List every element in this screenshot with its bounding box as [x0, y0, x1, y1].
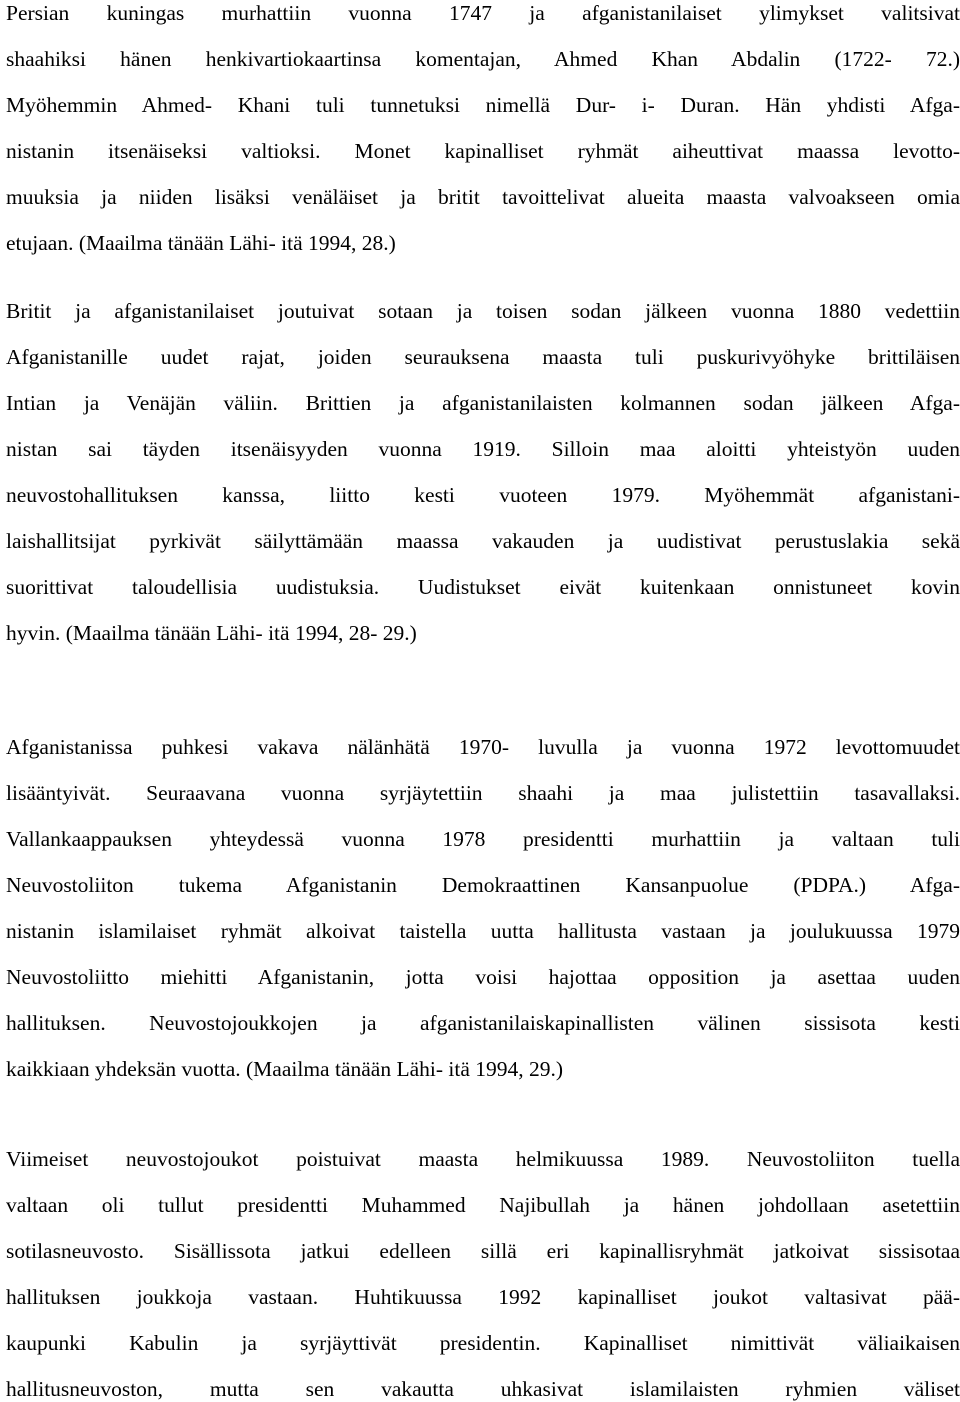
text-line: Viimeiset neuvostojoukot poistuivat maasta helmikuussa 1989. Neuvostoliiton tuella	[6, 1147, 960, 1171]
text-line: nistanin itsenäiseksi valtioksi. Monet kapinalliset ryhmät aiheuttivat maassa levotto-	[6, 139, 960, 163]
text-line: neuvostohallituksen kanssa, liitto kesti vuoteen 1979. Myöhemmät afganistani-	[6, 483, 960, 507]
text-line: Myöhemmin Ahmed- Khani tuli tunnetuksi nimellä Dur- i- Duran. Hän yhdisti Afga-	[6, 93, 960, 117]
text-line: nistan sai täyden itsenäisyyden vuonna 1919. Silloin maa aloitti yhteistyön uuden	[6, 437, 960, 461]
text-line: Neuvostoliiton tukema Afganistanin Demokraattinen Kansanpuolue (PDPA.) Afga-	[6, 873, 960, 897]
text-line: hyvin. (Maailma tänään Lähi- itä 1994, 28- 29.)	[6, 621, 417, 645]
text-line: lisääntyivät. Seuraavana vuonna syrjäytettiin shaahi ja maa julistettiin tasavallaksi.	[6, 781, 960, 805]
text-line: hallituksen. Neuvostojoukkojen ja afganistanilaiskapinallisten välinen sissisota kesti	[6, 1011, 960, 1035]
text-line: Britit ja afganistanilaiset joutuivat sotaan ja toisen sodan jälkeen vuonna 1880 vedettiin	[6, 299, 960, 323]
text-line: Intian ja Venäjän väliin. Brittien ja afganistanilaisten kolmannen sodan jälkeen Afga-	[6, 391, 960, 415]
text-line: suorittivat taloudellisia uudistuksia. Uudistukset eivät kuitenkaan onnistuneet kovin	[6, 575, 960, 599]
text-line: etujaan. (Maailma tänään Lähi- itä 1994, 28.)	[6, 231, 396, 255]
text-line: muuksia ja niiden lisäksi venäläiset ja britit tavoittelivat alueita maasta valvoakseen omia	[6, 185, 960, 209]
text-line: shaahiksi hänen henkivartiokaartinsa komentajan, Ahmed Khan Abdalin (1722- 72.)	[6, 47, 960, 71]
text-line: laishallitsijat pyrkivät säilyttämään maassa vakauden ja uudistivat perustuslakia sekä	[6, 529, 960, 553]
text-line: Vallankaappauksen yhteydessä vuonna 1978 presidentti murhattiin ja valtaan tuli	[6, 827, 960, 851]
text-line: kaupunki Kabulin ja syrjäyttivät presidentin. Kapinalliset nimittivät väliaikaisen	[6, 1331, 960, 1355]
text-line: nistanin islamilaiset ryhmät alkoivat taistella uutta hallitusta vastaan ja joulukuussa 1979	[6, 919, 960, 943]
text-line: Afganistanissa puhkesi vakava nälänhätä 1970- luvulla ja vuonna 1972 levottomuudet	[6, 735, 960, 759]
text-line: hallituksen joukkoja vastaan. Huhtikuussa 1992 kapinalliset joukot valtasivat pää-	[6, 1285, 960, 1309]
text-line: Neuvostoliitto miehitti Afganistanin, jotta voisi hajottaa opposition ja asettaa uuden	[6, 965, 960, 989]
text-line: valtaan oli tullut presidentti Muhammed Najibullah ja hänen johdollaan asetettiin	[6, 1193, 960, 1217]
text-line: hallitusneuvoston, mutta sen vakautta uhkasivat islamilaisten ryhmien väliset	[6, 1377, 960, 1401]
text-line: Persian kuningas murhattiin vuonna 1747 ja afganistanilaiset ylimykset valitsivat	[6, 1, 960, 25]
text-line: Afganistanille uudet rajat, joiden seurauksena maasta tuli puskurivyöhyke brittiläisen	[6, 345, 960, 369]
text-line: kaikkiaan yhdeksän vuotta. (Maailma tänään Lähi- itä 1994, 29.)	[6, 1057, 564, 1081]
text-line: sotilasneuvosto. Sisällissota jatkui edelleen sillä eri kapinallisryhmät jatkoivat sissisotaa	[6, 1239, 960, 1263]
